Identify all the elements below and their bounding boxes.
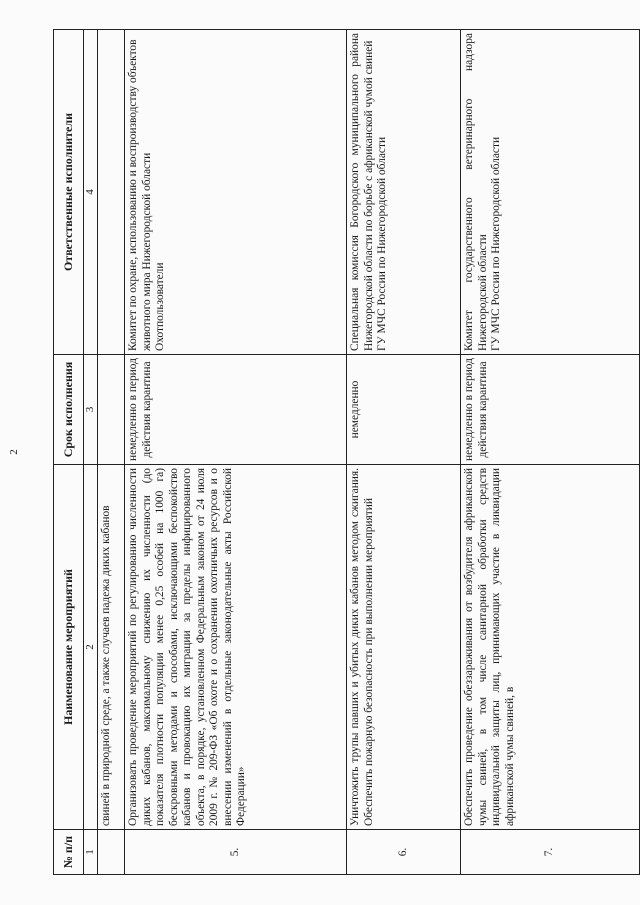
measure-name: Уничтожить трупы павших и убитых диких кабанов методом сжигания. Обеспечить пожарную безопасность при выполнении мероприятий [347, 465, 461, 830]
responsible-cell [125, 30, 347, 355]
row-number: 5. [125, 830, 347, 875]
header-responsible: Ответственные исполнители [54, 30, 84, 355]
deadline: немедленно в период действия карантина [461, 355, 640, 465]
responsible-entry: Охотпользователи [154, 262, 166, 351]
column-number: 3 [84, 355, 98, 465]
continuation-text: свиней в природной среде, а также случаев падежа диких кабанов [98, 465, 125, 830]
empty-cell [98, 30, 125, 355]
column-number: 2 [84, 465, 98, 830]
header-name: Наименование мероприятий [54, 465, 84, 830]
header-deadline: Срок исполнения [54, 355, 84, 465]
table-header-row [54, 30, 84, 875]
responsible-cell [347, 30, 461, 355]
measures-table [53, 29, 640, 875]
header-num: № п/п [54, 830, 84, 875]
column-number: 4 [84, 30, 98, 355]
responsible-entry: Комитет по охране, использованию и воспроизводству объектов животного мира Нижегородской области [127, 39, 153, 351]
page-number: 2 [8, 449, 20, 455]
column-number: 1 [84, 830, 98, 875]
rotated-table-wrapper [53, 30, 639, 875]
responsible-entry: ГУ МЧС России по Нижегородской области [490, 136, 502, 351]
continuation-row [98, 30, 125, 875]
column-number-row [84, 30, 98, 875]
deadline: немедленно [347, 355, 461, 465]
measure-name: Обеспечить проведение обеззараживания от возбудителя африканской чумы свиней, в том числе санитарной обработки средств индивидуальной защиты лиц, принимающих участие в ликвидации африканской чумы свиней, в [461, 465, 640, 830]
responsible-entry: ГУ МЧС России по Нижегородской области [376, 136, 388, 351]
responsible-entry: Специальная комиссия Богородского муниципального района Нижегородской области по борьбе с африканской чумой свиней [349, 33, 375, 351]
empty-cell [98, 830, 125, 875]
table-row [125, 30, 347, 875]
responsible-cell [461, 30, 640, 355]
row-number: 6. [347, 830, 461, 875]
table-row [461, 30, 640, 875]
empty-cell [98, 355, 125, 465]
table-row [347, 30, 461, 875]
row-number: 7. [461, 830, 640, 875]
deadline: немедленно в период действия карантина [125, 355, 347, 465]
measure-name: Организовать проведение мероприятий по регулированию численности диких кабанов, максимальному снижению их численности (до показателя плотности популяции менее 0,25 особей на 1000 га) бескровными методами и способами, исключающими беспокойство кабанов и провокацию их миграции за пределы инфицированного объекта, в порядке, установленном Федеральным законом от 24 июля 2009 г. № 209-ФЗ «Об охоте и о сохранении охотничьих ресурсов и о внесении изменений в отдельные законодательные акты Российской Федерации» [125, 465, 347, 830]
responsible-entry: Комитет государственного ветеринарного надзора Нижегородской области [463, 33, 489, 351]
